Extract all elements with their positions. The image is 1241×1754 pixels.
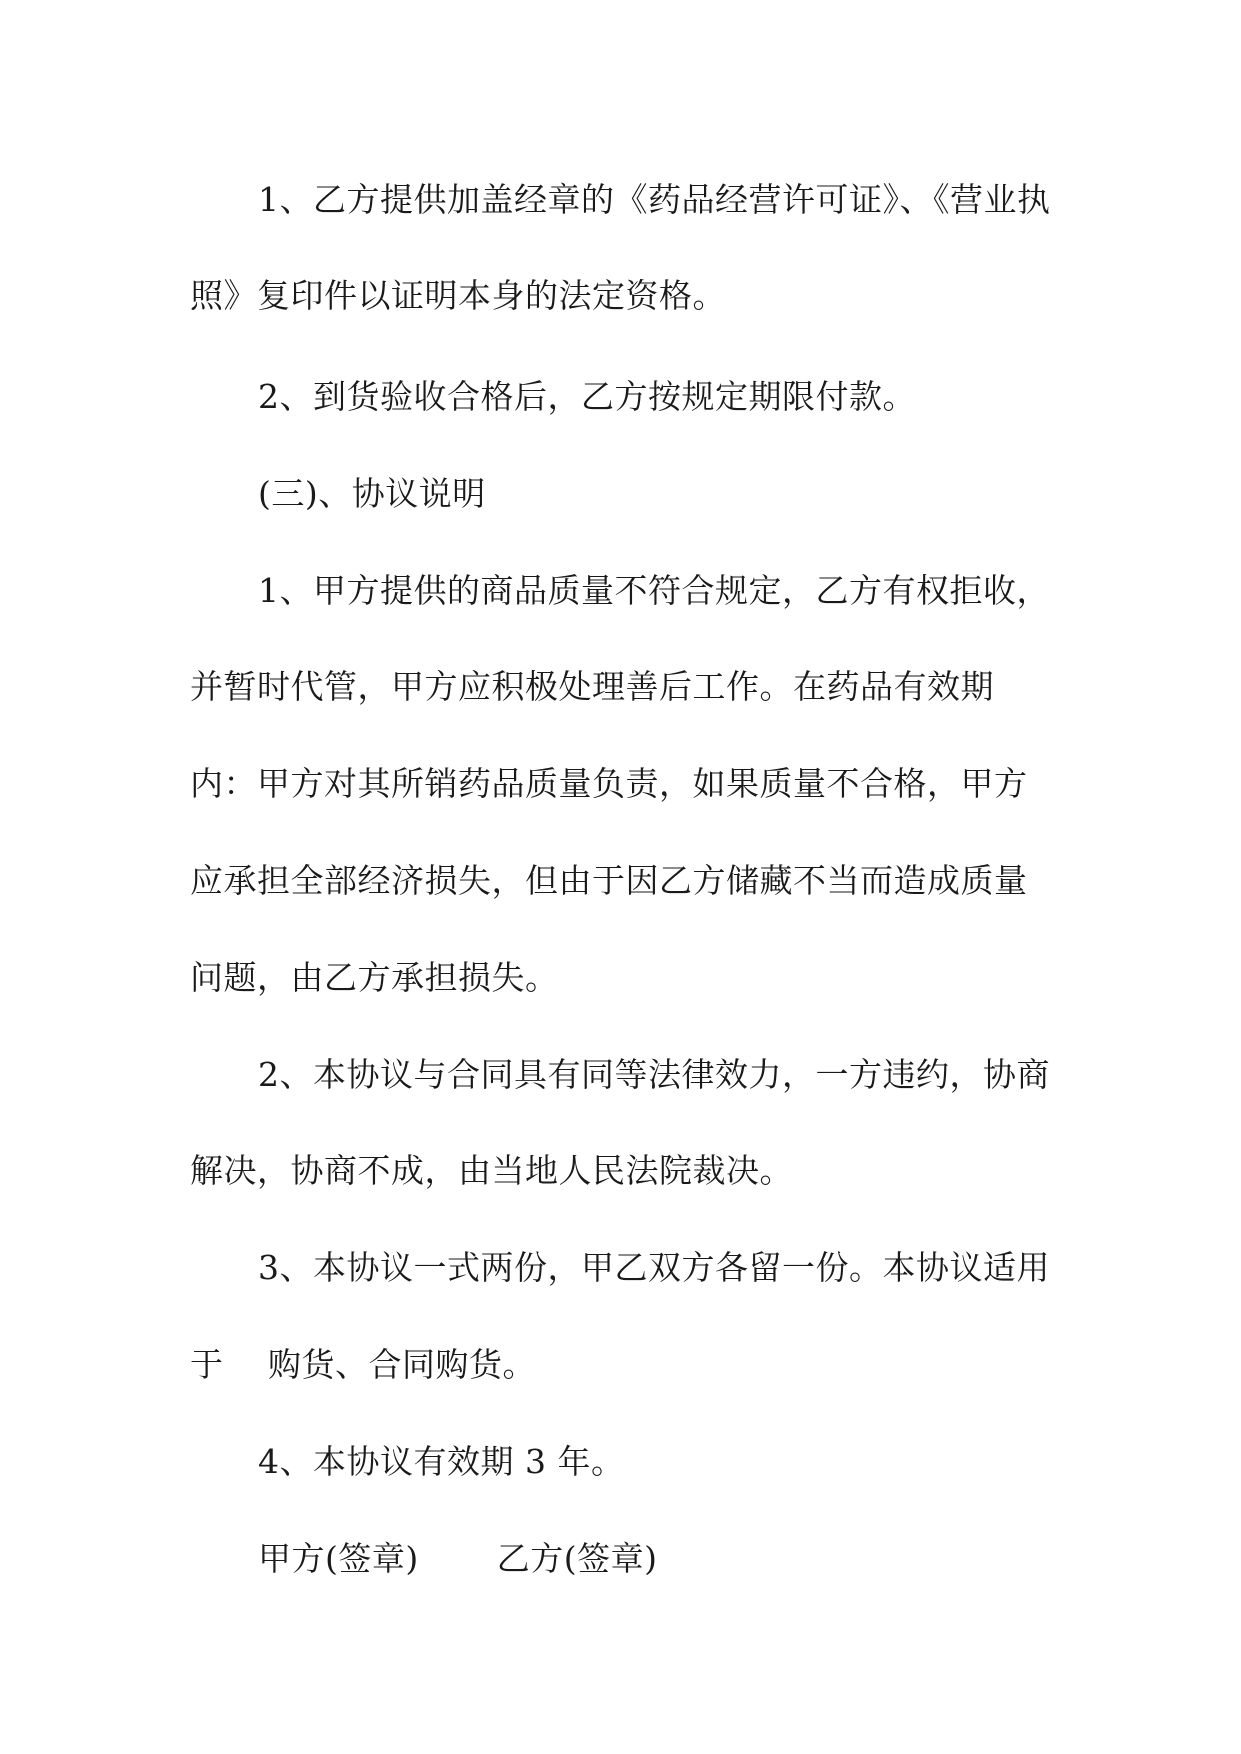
paragraph-line: 2、到货验收合格后，乙方按规定期限付款。 <box>258 377 916 416</box>
signature-line: 甲方(签章) 乙方(签章) <box>258 1539 658 1578</box>
paragraph-line: 于 购货、合同购货。 <box>190 1345 536 1384</box>
paragraph-line: 2、本协议与合同具有同等法律效力，一方违约，协商 <box>258 1055 1050 1094</box>
paragraph-line: 1、乙方提供加盖经章的《药品经营许可证》、《营业执 <box>258 180 1051 219</box>
paragraph-line: 问题，由乙方承担损失。 <box>190 958 559 997</box>
paragraph-line: 应承担全部经济损失，但由于因乙方储藏不当而造成质量 <box>190 861 1028 900</box>
paragraph-line: 照》复印件以证明本身的法定资格。 <box>190 276 726 315</box>
paragraph-line: 并暂时代管，甲方应积极处理善后工作。在药品有效期 <box>190 667 994 706</box>
paragraph-line: 3、本协议一式两份，甲乙双方各留一份。本协议适用 <box>258 1248 1050 1287</box>
paragraph-line: 解决，协商不成，由当地人民法院裁决。 <box>190 1151 793 1190</box>
paragraph-line: 内：甲方对其所销药品质量负责，如果质量不合格，甲方 <box>190 764 1028 803</box>
section-heading: (三)、协议说明 <box>258 474 486 513</box>
paragraph-line: 4、本协议有效期 3 年。 <box>258 1442 625 1481</box>
paragraph-line: 1、甲方提供的商品质量不符合规定，乙方有权拒收， <box>258 571 1050 610</box>
